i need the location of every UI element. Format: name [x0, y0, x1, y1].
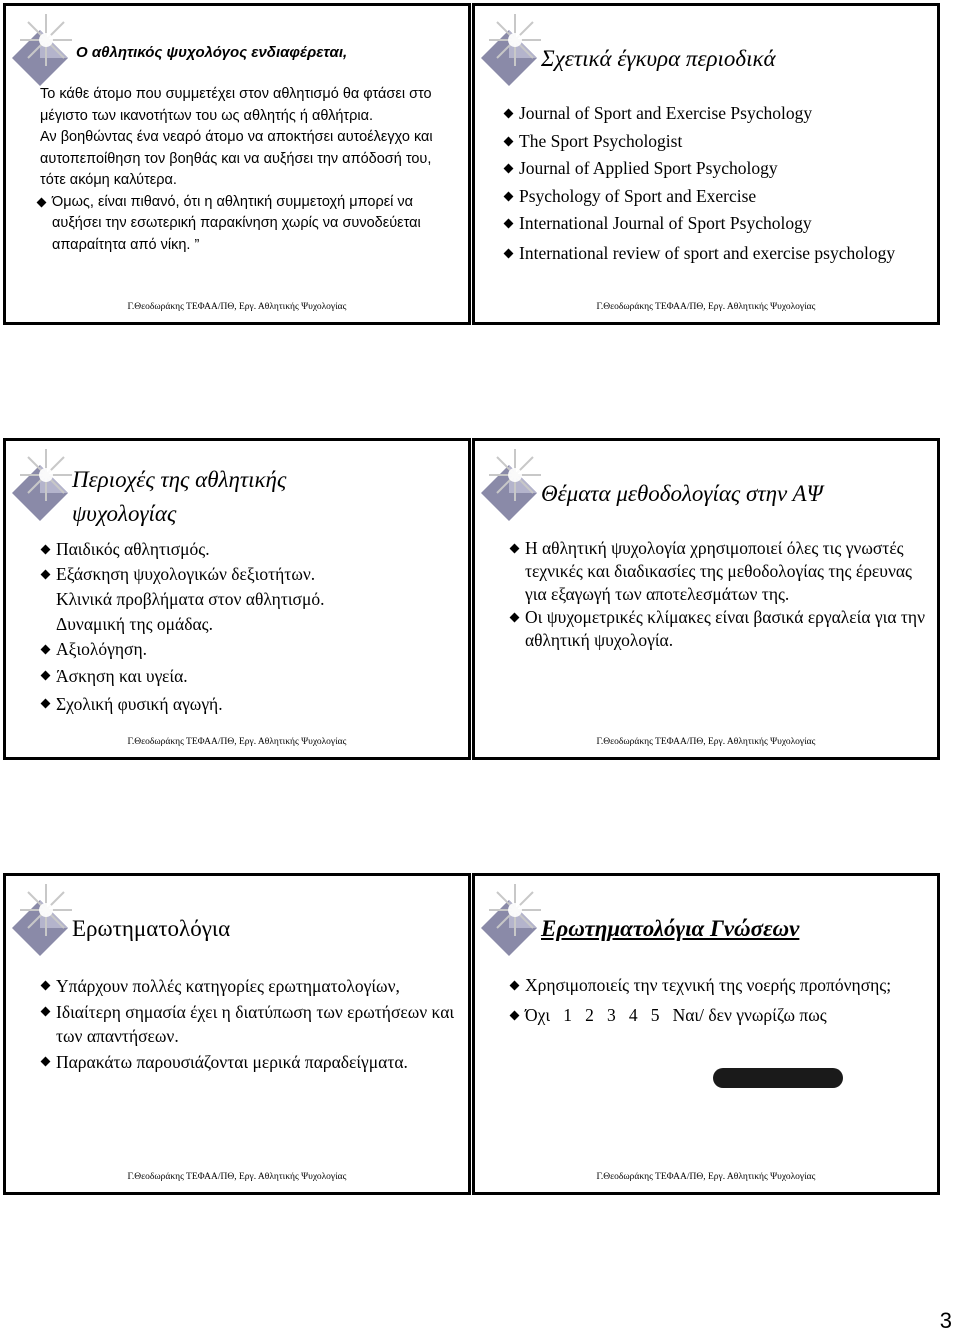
- slide-content: [42, 537, 456, 718]
- slide-content: [40, 84, 456, 256]
- list-item: Παρακάτω παρουσιάζονται μερικά παραδείγματα.: [42, 1050, 456, 1074]
- diamond-bullet-icon: [41, 570, 51, 580]
- page-number: 3: [939, 1308, 952, 1333]
- list-item: Άσκηση και υγεία.: [42, 662, 456, 690]
- list-item: Αν βοηθώντας ένα νεαρό άτομο να αποκτήσει αυτοέλεγχο και αυτοπεποίθηση τον βοηθάς και να αυξήσει την απόδοσή του, τότε ακόμη καλύτερα.: [40, 129, 433, 188]
- list-item: Σχολική φυσική αγωγή.: [42, 690, 456, 718]
- slide-footer: Γ.Θεοδωράκης ΤΕΦΑΑ/ΠΘ, Εργ. Αθλητικής Ψυχολογίας: [127, 1172, 347, 1182]
- list-item: Χρησιμοποιείς την τεχνική της νοερής προπόνησης;: [511, 974, 925, 996]
- slide-1: [3, 3, 471, 325]
- slide-content: [42, 974, 456, 1074]
- slide-title: Θέματα μεθοδολογίας στην ΑΨ: [541, 481, 823, 506]
- slide-5: [3, 873, 471, 1195]
- slide-6: [472, 873, 940, 1195]
- slide-title: Σχετικά έγκυρα περιοδικά: [541, 46, 776, 71]
- list-item: Δυναμική της ομάδας.: [56, 614, 213, 634]
- diamond-bullet-icon: [504, 109, 514, 119]
- diamond-bullet-icon: [41, 1057, 51, 1067]
- list-item: Το κάθε άτομο που συμμετέχει στον αθλητισμό θα φτάσει στο μέγιστο των ικανοτήτων του ως αθλητής ή αθλήτρια.: [40, 86, 432, 124]
- list-item: Υπάρχουν πολλές κατηγορίες ερωτηματολογίων,: [42, 974, 456, 998]
- diamond-bullet-icon: [510, 981, 520, 991]
- diamond-bullet-icon: [504, 164, 514, 174]
- list-item: Οι ψυχομετρικές κλίμακες είναι βασικά εργαλεία για την αθλητική ψυχολογία.: [511, 606, 925, 652]
- slide-2: [472, 3, 940, 325]
- slide-footer: Γ.Θεοδωράκης ΤΕΦΑΑ/ΠΘ, Εργ. Αθλητικής Ψυχολογίας: [127, 737, 347, 747]
- slide-title: Ο αθλητικός ψυχολόγος ενδιαφέρεται,: [76, 44, 348, 61]
- diamond-bullet-icon: [41, 1007, 51, 1017]
- slide-footer: Γ.Θεοδωράκης ΤΕΦΑΑ/ΠΘ, Εργ. Αθλητικής Ψυχολογίας: [596, 1172, 816, 1182]
- slide-footer: Γ.Θεοδωράκης ΤΕΦΑΑ/ΠΘ, Εργ. Αθλητικής Ψυχολογίας: [596, 737, 816, 747]
- diamond-bullet-icon: [504, 191, 514, 201]
- list-item: Εξάσκηση ψυχολογικών δεξιοτήτων.: [42, 562, 456, 587]
- list-item: The Sport Psychologist: [505, 128, 925, 156]
- list-item: Όμως, είναι πιθανό, ότι η αθλητική συμμετοχή μπορεί να αυξήσει την εσωτερική παρακίνηση χωρίς να συνοδεύεται απαραίτητα από νίκη. ”: [36, 192, 456, 257]
- diamond-bullet-icon: [510, 544, 520, 554]
- slide-title: Ερωτηματολόγια Γνώσεων: [541, 916, 800, 941]
- list-item: Ιδιαίτερη σημασία έχει η διατύπωση των ερωτήσεων και των απαντήσεων.: [42, 1000, 456, 1048]
- list-item: Psychology of Sport and Exercise: [505, 183, 925, 211]
- list-item: Παιδικός αθλητισμός.: [42, 537, 456, 562]
- diamond-bullet-icon: [41, 671, 51, 681]
- list-item: Journal of Sport and Exercise Psychology: [505, 100, 925, 128]
- response-scale-bar: [713, 1068, 843, 1088]
- diamond-bullet-icon: [41, 699, 51, 709]
- list-item: International Journal of Sport Psychology: [505, 210, 925, 238]
- list-item: Όχι 1 2 3 4 5 Ναι/ δεν γνωρίζω πως: [511, 1004, 925, 1026]
- list-item: Κλινικά προβλήματα στον αθλητισμό.: [56, 589, 325, 609]
- list-item: International review of sport and exercise psychology: [505, 238, 925, 265]
- slide-footer: Γ.Θεοδωράκης ΤΕΦΑΑ/ΠΘ, Εργ. Αθλητικής Ψυχολογίας: [127, 302, 347, 312]
- diamond-bullet-icon: [41, 545, 51, 555]
- slide-content: [511, 537, 925, 652]
- slide-content: [505, 100, 925, 265]
- diamond-bullet-icon: [504, 248, 514, 258]
- diamond-bullet-icon: [504, 136, 514, 146]
- list-item: Η αθλητική ψυχολογία χρησιμοποιεί όλες τις γνωστές τεχνικές και διαδικασίες της μεθοδολογίας της έρευνας για εξαγωγή των αποτελεσμάτων της.: [511, 537, 925, 606]
- diamond-bullet-icon: [504, 219, 514, 229]
- list-item: Journal of Applied Sport Psychology: [505, 155, 925, 183]
- slide-content: [511, 974, 925, 1026]
- diamond-bullet-icon: [510, 1011, 520, 1021]
- diamond-bullet-icon: [37, 197, 47, 207]
- list-item: Αξιολόγηση.: [42, 637, 456, 662]
- slide-title: Περιοχές της αθλητικής ψυχολογίας: [72, 467, 287, 526]
- diamond-bullet-icon: [41, 981, 51, 991]
- slide-footer: Γ.Θεοδωράκης ΤΕΦΑΑ/ΠΘ, Εργ. Αθλητικής Ψυχολογίας: [596, 302, 816, 312]
- slide-3: [3, 438, 471, 760]
- diamond-bullet-icon: [510, 613, 520, 623]
- slide-4: [472, 438, 940, 760]
- diamond-bullet-icon: [41, 645, 51, 655]
- slide-title: Ερωτηματολόγια: [72, 916, 231, 941]
